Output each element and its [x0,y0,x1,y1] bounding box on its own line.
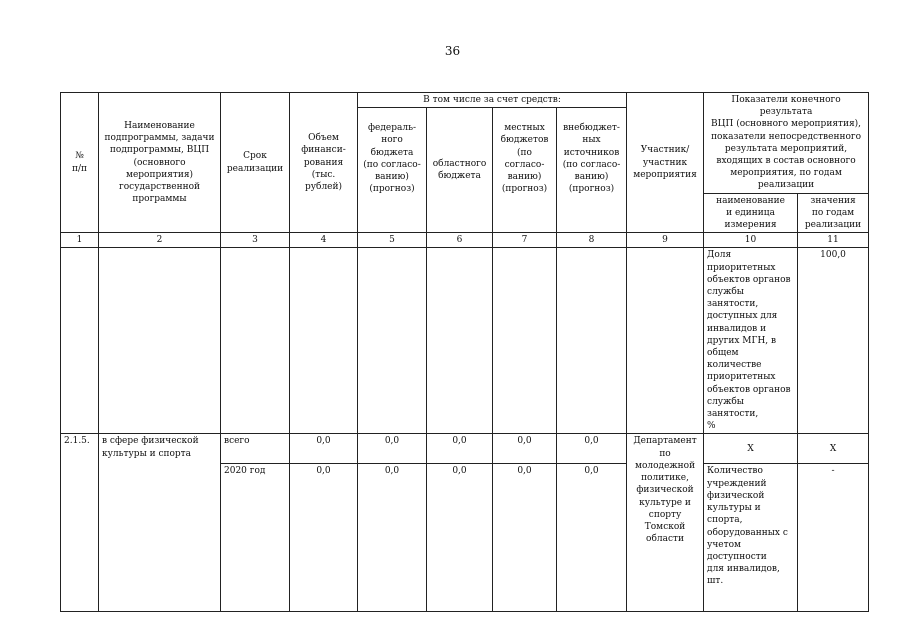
header-incl: В том числе за счет средств: [358,93,627,108]
column-number: 10 [704,233,798,248]
header-extra: внебюджет- ных источников (по согласо- ванию) (прогноз) [557,108,627,233]
empty-cell [99,248,221,434]
continuation-row [61,248,869,434]
header-federal: федераль- ного бюджета (по согласо- ванию) (прогноз) [358,108,427,233]
empty-cell [290,248,358,434]
empty-cell [627,248,704,434]
header-row-1 [61,93,869,108]
empty-cell [427,248,493,434]
column-number: 1 [61,233,99,248]
extra-cell: 0,0 [557,434,627,464]
item-number: 2.1.5. [61,434,99,612]
item-row-total [61,434,869,464]
volume-cell: 0,0 [290,434,358,464]
continuation-indicator-value: 100,0 [798,248,869,434]
column-number: 4 [290,233,358,248]
regional-cell: 0,0 [427,434,493,464]
empty-cell [61,248,99,434]
volume-cell: 0,0 [290,464,358,612]
column-number: 3 [221,233,290,248]
period-cell: всего [221,434,290,464]
page-number: 36 [444,44,461,58]
regional-cell: 0,0 [427,464,493,612]
header-volume: Объем финанси- рования (тыс. рублей) [290,93,358,233]
indicator-name-cell: Количество учреждений физической культуры и спорта, оборудованных с учетом доступности для инвалидов, шт. [704,464,798,612]
indicator-value-cell: - [798,464,869,612]
header-participant: Участник/ участник мероприятия [627,93,704,233]
empty-cell [557,248,627,434]
column-number: 11 [798,233,869,248]
extra-cell: 0,0 [557,464,627,612]
column-numbers-row [61,233,869,248]
period-cell: 2020 год [221,464,290,612]
federal-cell: 0,0 [358,434,427,464]
column-number: 6 [427,233,493,248]
header-name: Наименование подпрограммы, задачи подпрограммы, ВЦП (основного мероприятия) государственной программы [99,93,221,233]
header-indicators: Показатели конечного результата ВЦП (основного мероприятия), показатели непосредственного результата мероприятий, входящих в состав основного мероприятия, по годам реализации [704,93,869,194]
continuation-indicator-name: Доля приоритетных объектов органов службы занятости, доступных для инвалидов и других МГН, в общем количестве приоритетных объектов органов службы занятости, % [704,248,798,434]
local-cell: 0,0 [493,434,557,464]
item-name: в сфере физической культуры и спорта [99,434,221,612]
column-number: 2 [99,233,221,248]
header-regional: областного бюджета [427,108,493,233]
program-table [60,92,869,612]
column-number: 8 [557,233,627,248]
column-number: 7 [493,233,557,248]
header-ind-value: значения по годам реализации [798,193,869,233]
header-ind-name: наименование и единица измерения [704,193,798,233]
header-period: Срок реализации [221,93,290,233]
indicator-name-cell: X [704,434,798,464]
column-number: 5 [358,233,427,248]
header-local: местных бюджетов (по согласо- ванию) (прогноз) [493,108,557,233]
empty-cell [221,248,290,434]
header-num: № п/п [61,93,99,233]
column-number: 9 [627,233,704,248]
local-cell: 0,0 [493,464,557,612]
federal-cell: 0,0 [358,464,427,612]
empty-cell [493,248,557,434]
empty-cell [358,248,427,434]
indicator-value-cell: X [798,434,869,464]
item-participant: Департамент по молодежной политике, физической культуре и спорту Томской области [627,434,704,612]
